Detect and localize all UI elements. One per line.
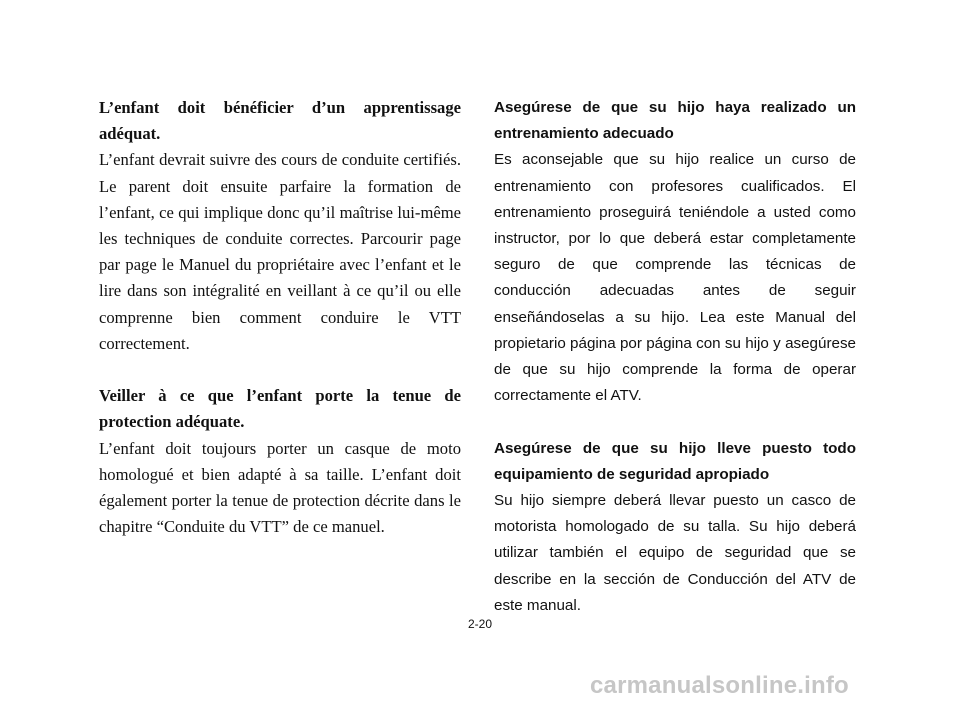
es-heading-training: Asegúrese de que su hijo haya realizado un entrenamiento adecuado (494, 99, 856, 143)
fr-heading-training: L’enfant doit bénéficier d’un apprentissage adéquat. (99, 98, 461, 144)
watermark: carmanualsonline.info (590, 672, 849, 699)
es-body-safety-equipment: Su hijo siempre deberá llevar puesto un casco de motorista homologado de su talla. Su hijo deberá utilizar también el equipo de seguridad que se describe en la sección de Conducción del ATV de este manual. (494, 492, 856, 614)
spanish-column (494, 95, 856, 619)
page-number: 2-20 (467, 617, 493, 631)
es-heading-safety-equipment: Asegúrese de que su hijo lleve puesto todo equipamiento de seguridad apropiado (494, 439, 856, 483)
fr-heading-protective-gear: Veiller à ce que l’enfant porte la tenue de protection adéquate. (99, 386, 461, 432)
fr-body-training: L’enfant devrait suivre des cours de conduite certifiés. Le parent doit ensuite parfaire la formation de l’enfant, ce qui implique donc qu’il maîtrise lui-même les techniques de conduite correctes. Parcourir page par page le Manuel du propriétaire avec l’enfant et le lire dans son intégralité en veillant à ce qu’il ou elle comprenne bien comment conduire le VTT correctement. (99, 150, 461, 353)
french-column (99, 95, 461, 540)
es-body-training: Es aconsejable que su hijo realice un curso de entrenamiento con profesores cualificados. El entrenamiento proseguirá teniéndole a usted como instructor, por lo que deberá estar completamente seguro de que comprende las técnicas de conducción adecuadas antes de seguir enseñándoselas a su hijo. Lea este Manual del propietario página por página con su hijo y asegúrese de que su hijo comprende la forma de operar correctamente el ATV. (494, 151, 856, 405)
fr-body-protective-gear: L’enfant doit toujours porter un casque de moto homologué et bien adapté à sa taille. L’enfant doit également porter la tenue de protection décrite dans le chapitre “Conduite du VTT” de ce manuel. (99, 438, 461, 537)
